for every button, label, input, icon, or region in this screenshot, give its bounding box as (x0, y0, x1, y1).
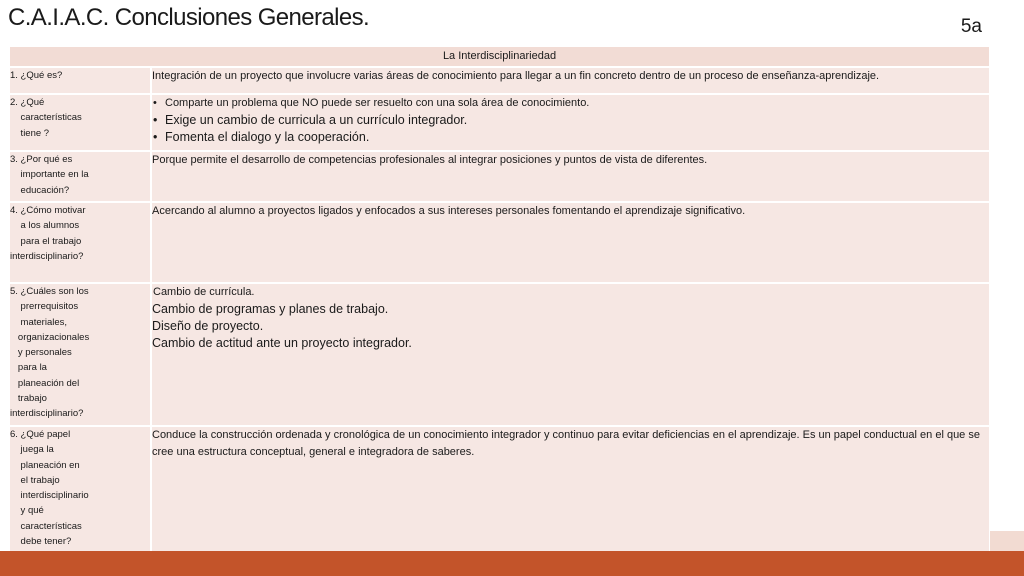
answer-line: Cambio de programas y planes de trabajo. (152, 302, 389, 316)
question-line: trabajo (10, 393, 47, 405)
question-line: para el trabajo (10, 235, 82, 247)
question-line: 4. ¿Cómo motivar (10, 205, 86, 216)
answer-text: Conduce la construcción ordenada y cronológica de un conocimiento integrador y continuo para evitar deficiencias en el aprendizaje. Es un papel conductual en el que se cree una estructura conceptual, general e integradora de saberes. (152, 429, 980, 458)
table-heading: La Interdisciplinariedad (9, 46, 990, 67)
question-line: 1. ¿Qué es? (10, 70, 63, 81)
question-line: 5. ¿Cuáles son los (10, 286, 89, 297)
table-row (9, 202, 990, 283)
answer-text: Acercando al alumno a proyectos ligados y enfocados a sus intereses personales fomentando el aprendizaje significativo. (152, 205, 746, 217)
question-line: debe tener? (10, 536, 72, 548)
question-line: para la (10, 362, 47, 374)
question-cell (9, 426, 151, 553)
question-line: prerrequisitos (10, 301, 79, 313)
question-line: planeación del (10, 377, 80, 389)
table-row (9, 94, 990, 151)
question-line: materiales, (10, 316, 68, 328)
question-line: y qué (10, 505, 44, 517)
question-cell (9, 151, 151, 202)
question-line: tiene ? (10, 127, 50, 139)
slide-title: C.A.I.A.C. Conclusiones Generales. (8, 4, 370, 31)
question-cell (9, 202, 151, 283)
question-line: juega la (10, 444, 54, 456)
question-line: educación? (10, 184, 70, 196)
answer-line: Cambio de currícula. (153, 286, 255, 298)
footer-accent-light (990, 531, 1024, 551)
table-row (9, 67, 990, 94)
answer-line: Diseño de proyecto. (152, 319, 264, 333)
table-row (9, 426, 990, 553)
answer-text: Porque permite el desarrollo de competencias profesionales al integrar posiciones y puntos de vista de diferentes. (152, 154, 708, 166)
question-line: características (10, 520, 82, 532)
footer-accent-band (0, 551, 1024, 576)
table-row (9, 151, 990, 202)
question-line: el trabajo (10, 474, 60, 486)
table-header-row (9, 46, 990, 67)
answer-cell (151, 202, 990, 283)
answer-bullet-list (152, 95, 989, 146)
question-line: interdisciplinario? (10, 408, 84, 420)
question-line: planeación en (10, 459, 80, 471)
question-line: a los alumnos (10, 220, 80, 232)
interdisciplinarity-table (8, 45, 991, 554)
question-cell (9, 283, 151, 426)
question-line: interdisciplinario (10, 490, 89, 502)
question-line: características (10, 112, 82, 124)
question-line: organizacionales (10, 331, 90, 343)
question-cell (9, 94, 151, 151)
question-line: 2. ¿Qué (10, 97, 45, 108)
answer-cell (151, 151, 990, 202)
question-line: 6. ¿Qué papel (10, 429, 71, 440)
answer-bullet: • Fomenta el dialogo y la cooperación. (152, 129, 989, 146)
question-cell (9, 67, 151, 94)
answer-bullet: • Exige un cambio de curricula a un currículo integrador. (152, 112, 989, 129)
question-line: 3. ¿Por qué es (10, 154, 73, 165)
answer-line: Cambio de actitud ante un proyecto integrador. (152, 336, 412, 350)
answer-cell (151, 426, 990, 553)
answer-cell (151, 67, 990, 94)
answer-text: Integración de un proyecto que involucre varias áreas de conocimiento para llegar a un fin concreto dentro de un proceso de enseñanza-aprendizaje. (152, 70, 880, 82)
table-row (9, 283, 990, 426)
answer-cell (151, 94, 990, 151)
slide-number: 5a (960, 16, 982, 37)
answer-bullet: • Comparte un problema que NO puede ser resuelto con una sola área de conocimiento. (152, 95, 989, 112)
answer-cell (151, 283, 990, 426)
question-line: interdisciplinario? (10, 250, 84, 262)
question-line: y personales (10, 347, 72, 359)
question-line: importante en la (10, 169, 89, 181)
